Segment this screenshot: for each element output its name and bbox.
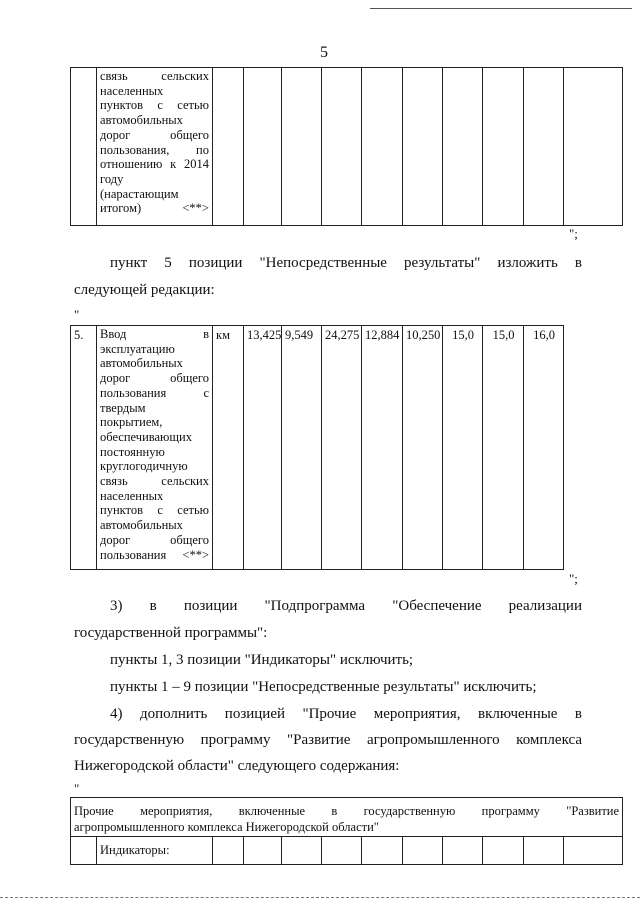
text-line: автомобильных: [100, 113, 183, 128]
para4: пункты 1 – 9 позиции "Непосредственные результаты" исключить;: [110, 679, 537, 695]
value: 24,275: [325, 328, 360, 342]
continuation-table: [70, 67, 623, 226]
t3-cell: [282, 836, 322, 864]
t1-value-cell: [483, 68, 524, 226]
value: 9,549: [285, 328, 314, 342]
row-number: 5.: [74, 328, 84, 342]
t3-label-cell: [97, 836, 213, 864]
text-line: пользования <**>: [100, 547, 209, 562]
close-quote-2: ";: [569, 571, 578, 586]
text-line: пунктов с сетью: [100, 503, 209, 518]
text-line: эксплуатацию: [100, 341, 175, 356]
t3-cell: [213, 836, 244, 864]
t1-unit-cell: [213, 68, 244, 226]
para2-line2: государственной программы":: [74, 625, 268, 641]
top-rule: [370, 8, 632, 9]
text-line: пользования, по: [100, 142, 209, 157]
t1-value-cell: [322, 68, 362, 226]
text-line: автомобильных: [100, 518, 183, 533]
t3-cell: [443, 836, 483, 864]
t2-indicator-text: [97, 326, 212, 562]
t1-value-cell: [282, 68, 322, 226]
unit: км: [216, 328, 230, 342]
t2-value-cell: [244, 326, 282, 570]
value: 10,250: [406, 328, 441, 342]
other-activities-table: [70, 797, 623, 865]
page-number: 5: [320, 44, 328, 61]
para1-line1: пункт 5 позиции "Непосредственные результаты" изложить в: [110, 255, 582, 271]
t2-value-cell: [282, 326, 322, 570]
text-line: твердым: [100, 400, 146, 415]
value: 12,884: [365, 328, 400, 342]
t3-cell: [524, 836, 564, 864]
t3-header-line2: агропромышленного комплекса Нижегородской области": [74, 819, 379, 834]
t1-text-cell: [97, 68, 213, 226]
para5-line1: 4) дополнить позицией "Прочие мероприятия, включенные в: [110, 706, 582, 722]
value: 16,0: [533, 328, 555, 342]
t1-value-cell: [244, 68, 282, 226]
para5-line2: государственную программу "Развитие агропромышленного комплекса: [74, 732, 582, 748]
para3: пункты 1, 3 позиции "Индикаторы" исключить;: [110, 652, 414, 668]
t3-cell: [322, 836, 362, 864]
t1-value-cell: [403, 68, 443, 226]
text-line: дорог общего: [100, 127, 209, 142]
text-line: населенных: [100, 488, 164, 503]
t3-header-cell: [71, 798, 623, 837]
t3-cell: [244, 836, 282, 864]
t3-cell: [362, 836, 403, 864]
text-line: связь сельских: [100, 69, 209, 83]
open-quote-2: ": [74, 781, 80, 796]
t1-value-cell: [564, 68, 623, 226]
t3-header-line1: Прочие мероприятия, включенные в государственную программу "Развитие: [74, 804, 620, 818]
t2-value-cell: [483, 326, 524, 570]
text-line: дорог общего: [100, 371, 209, 386]
t2-text-cell: [97, 326, 213, 570]
text-line: обеспечивающих: [100, 429, 192, 444]
text-line: году: [100, 171, 124, 186]
text-line: населенных: [100, 83, 164, 98]
para1-line2: следующей редакции:: [74, 282, 215, 298]
results-table: [70, 325, 623, 570]
t3-no-cell: [71, 836, 97, 864]
indicators-label: Индикаторы:: [100, 842, 170, 857]
t2-value-cell: [443, 326, 483, 570]
text-line: Ввод в: [100, 327, 209, 341]
text-line: автомобильных: [100, 356, 183, 371]
t2-value-cell: [524, 326, 564, 570]
t2-value-cell: [322, 326, 362, 570]
t1-value-cell: [524, 68, 564, 226]
t3-cell: [483, 836, 524, 864]
t3-cell: [403, 836, 443, 864]
t2-no-cell: [71, 326, 97, 570]
t1-indicator-text: [97, 68, 212, 216]
t2-value-cell: [362, 326, 403, 570]
para5-line3: Нижегородской области" следующего содержания:: [74, 758, 400, 774]
bottom-rule: [0, 897, 640, 898]
text-line: отношению к 2014: [100, 157, 209, 172]
value: 15,0: [452, 328, 474, 342]
t2-unit-cell: [213, 326, 244, 570]
para2-line1: 3) в позиции "Подпрограмма "Обеспечение реализации: [110, 598, 582, 614]
text-line: пунктов с сетью: [100, 98, 209, 113]
value: 15,0: [492, 328, 515, 342]
text-line: связь сельских: [100, 474, 209, 489]
t3-cell: [564, 836, 623, 864]
text-line: круглогодичную: [100, 459, 188, 474]
close-quote-1: ";: [569, 226, 578, 241]
text-line: постоянную: [100, 444, 165, 459]
text-line: итогом) <**>: [100, 201, 209, 216]
t2-value-cell: [403, 326, 443, 570]
text-line: пользования с: [100, 385, 209, 400]
t1-value-cell: [443, 68, 483, 226]
value: 13,425: [247, 328, 282, 342]
t1-value-cell: [362, 68, 403, 226]
text-line: дорог общего: [100, 532, 209, 547]
text-line: (нарастающим: [100, 186, 179, 201]
t1-no-cell: [71, 68, 97, 226]
open-quote-1: ": [74, 307, 80, 322]
text-line: покрытием,: [100, 415, 163, 430]
